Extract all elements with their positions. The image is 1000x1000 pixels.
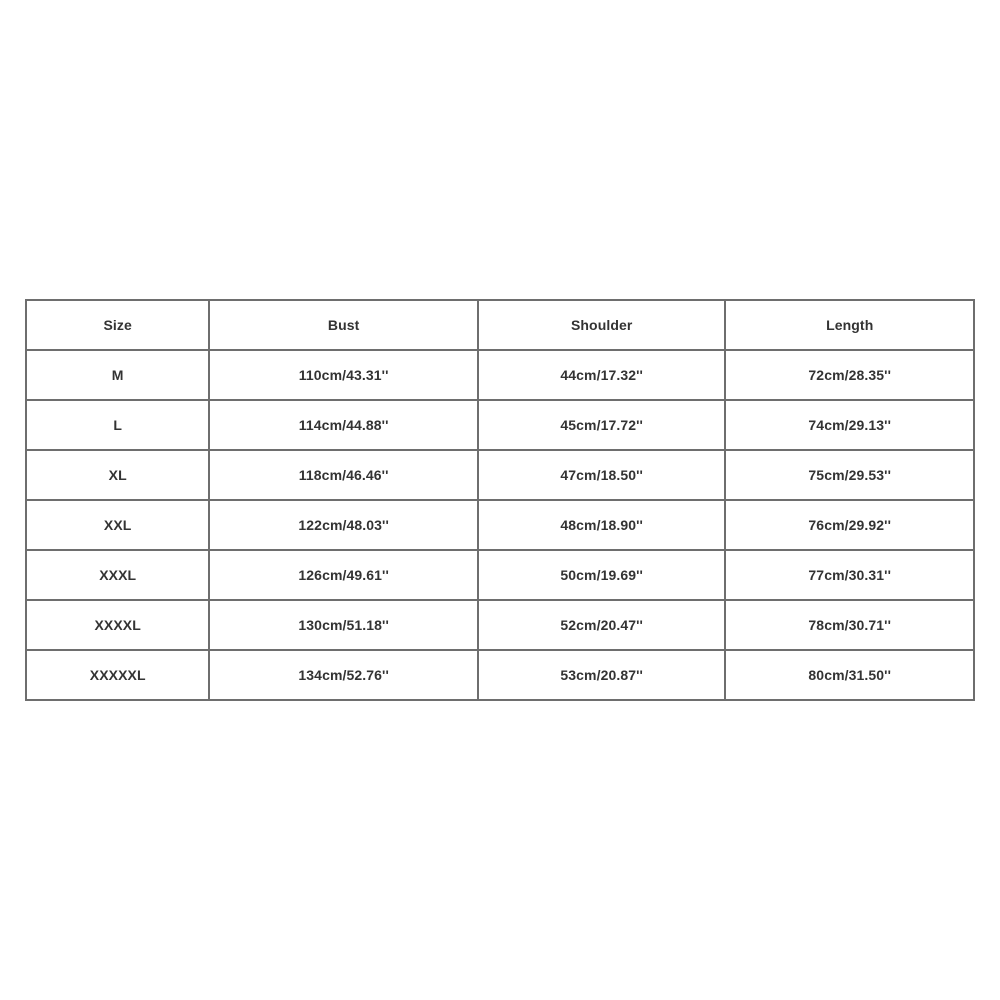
shoulder-cell: 45cm/17.72'' bbox=[478, 400, 726, 450]
length-cell: 80cm/31.50'' bbox=[725, 650, 974, 700]
length-cell: 74cm/29.13'' bbox=[725, 400, 974, 450]
table-row bbox=[26, 550, 974, 600]
table-row bbox=[26, 600, 974, 650]
length-cell: 77cm/30.31'' bbox=[725, 550, 974, 600]
table-row bbox=[26, 350, 974, 400]
size-cell: L bbox=[26, 400, 209, 450]
size-cell: XXL bbox=[26, 500, 209, 550]
bust-cell: 134cm/52.76'' bbox=[209, 650, 478, 700]
size-cell: XXXXXL bbox=[26, 650, 209, 700]
shoulder-cell: 53cm/20.87'' bbox=[478, 650, 726, 700]
bust-cell: 130cm/51.18'' bbox=[209, 600, 478, 650]
size-chart-table bbox=[25, 299, 975, 701]
length-cell: 78cm/30.71'' bbox=[725, 600, 974, 650]
header-size: Size bbox=[26, 300, 209, 350]
bust-cell: 110cm/43.31'' bbox=[209, 350, 478, 400]
size-cell: XXXXL bbox=[26, 600, 209, 650]
length-cell: 75cm/29.53'' bbox=[725, 450, 974, 500]
length-cell: 72cm/28.35'' bbox=[725, 350, 974, 400]
bust-cell: 126cm/49.61'' bbox=[209, 550, 478, 600]
table-row bbox=[26, 450, 974, 500]
header-row bbox=[26, 300, 974, 350]
length-cell: 76cm/29.92'' bbox=[725, 500, 974, 550]
header-bust: Bust bbox=[209, 300, 478, 350]
header-shoulder: Shoulder bbox=[478, 300, 726, 350]
size-cell: XL bbox=[26, 450, 209, 500]
bust-cell: 118cm/46.46'' bbox=[209, 450, 478, 500]
bust-cell: 122cm/48.03'' bbox=[209, 500, 478, 550]
size-cell: XXXL bbox=[26, 550, 209, 600]
shoulder-cell: 47cm/18.50'' bbox=[478, 450, 726, 500]
table-row bbox=[26, 650, 974, 700]
table-row bbox=[26, 500, 974, 550]
shoulder-cell: 44cm/17.32'' bbox=[478, 350, 726, 400]
bust-cell: 114cm/44.88'' bbox=[209, 400, 478, 450]
header-length: Length bbox=[725, 300, 974, 350]
shoulder-cell: 52cm/20.47'' bbox=[478, 600, 726, 650]
table-row bbox=[26, 400, 974, 450]
shoulder-cell: 50cm/19.69'' bbox=[478, 550, 726, 600]
size-cell: M bbox=[26, 350, 209, 400]
shoulder-cell: 48cm/18.90'' bbox=[478, 500, 726, 550]
